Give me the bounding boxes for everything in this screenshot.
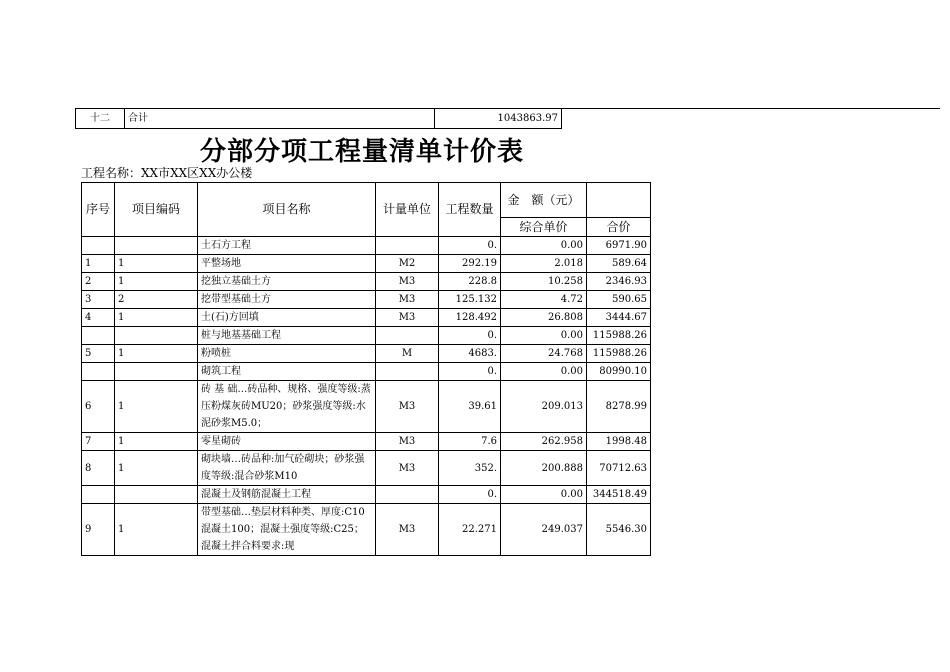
row-unit: M3 [376,433,439,451]
row-name: 粉喷桩 [198,345,376,363]
row-code [115,486,198,504]
row-seq: 2 [82,273,115,291]
row-unit: M3 [376,504,439,556]
top-rule-line [560,108,940,109]
row-code [115,237,198,255]
row-code [115,363,198,381]
row-qty: 0. [439,363,501,381]
row-name: 砖 基 础…砖品种、规格、强度等级:蒸压粉煤灰砖MU20；砂浆强度等级:水泥砂浆M5.0； [198,381,376,433]
row-unit: M3 [376,273,439,291]
row-seq: 3 [82,291,115,309]
page-title: 分部分项工程量清单计价表 [200,137,525,167]
row-name: 挖独立基础土方 [198,273,376,291]
table-row [82,327,651,345]
row-unit-price: 4.72 [501,291,587,309]
row-unit [376,486,439,504]
row-seq: 9 [82,504,115,556]
row-total: 2346.93 [587,273,651,291]
row-unit-price: 26.808 [501,309,587,327]
row-seq: 1 [82,255,115,273]
row-code: 1 [115,504,198,556]
header-unit-price: 综合单价 [501,218,587,237]
row-qty: 125.132 [439,291,501,309]
row-name: 桩与地基基础工程 [198,327,376,345]
row-seq: 6 [82,381,115,433]
table-row [82,451,651,486]
row-unit-price: 0.00 [501,486,587,504]
row-name: 带型基础…垫层材料种类、厚度:C10混凝土100；混凝土强度等级:C25；混凝土拌合料要求:现 [198,504,376,556]
table-row [82,486,651,504]
row-code: 1 [115,309,198,327]
row-qty: 352. [439,451,501,486]
row-unit: M3 [376,381,439,433]
row-total: 6971.90 [587,237,651,255]
row-total: 8278.99 [587,381,651,433]
row-name: 零星砌砖 [198,433,376,451]
header-seq: 序号 [82,183,115,237]
row-unit: M3 [376,291,439,309]
summary-row [76,109,562,129]
table-row [82,237,651,255]
row-unit-price: 0.00 [501,363,587,381]
row-seq: 4 [82,309,115,327]
row-seq: 7 [82,433,115,451]
row-unit-price: 0.00 [501,327,587,345]
row-unit-price: 200.888 [501,451,587,486]
row-code: 2 [115,291,198,309]
row-code: 1 [115,381,198,433]
row-unit-price: 0.00 [501,237,587,255]
row-name: 砌筑工程 [198,363,376,381]
row-unit-price: 249.037 [501,504,587,556]
row-unit [376,363,439,381]
row-qty: 228.8 [439,273,501,291]
table-row [82,273,651,291]
pricing-table [81,182,651,556]
row-unit: M3 [376,309,439,327]
row-total: 590.65 [587,291,651,309]
row-total: 344518.49 [587,486,651,504]
row-name: 砌块墙…砖品种:加气砼砌块；砂浆强度等级:混合砂浆M10 [198,451,376,486]
row-qty: 7.6 [439,433,501,451]
row-unit [376,237,439,255]
summary-amount: 1043863.97 [435,109,562,129]
row-qty: 128.492 [439,309,501,327]
row-unit: M [376,345,439,363]
row-code: 1 [115,433,198,451]
row-total: 80990.10 [587,363,651,381]
project-name: 工程名称：XX市XX区XX办公楼 [81,166,253,180]
row-name: 平整场地 [198,255,376,273]
row-qty: 22.271 [439,504,501,556]
row-seq [82,237,115,255]
table-row [82,363,651,381]
row-total: 5546.30 [587,504,651,556]
row-code: 1 [115,255,198,273]
table-row [82,255,651,273]
row-seq [82,486,115,504]
header-qty: 工程数量 [439,183,501,237]
row-unit-price: 209.013 [501,381,587,433]
row-total: 1998.48 [587,433,651,451]
table-row [82,309,651,327]
row-unit-price: 10.258 [501,273,587,291]
row-seq [82,327,115,345]
row-qty: 0. [439,486,501,504]
row-name: 土石方工程 [198,237,376,255]
row-qty: 0. [439,327,501,345]
header-name: 项目名称 [198,183,376,237]
row-qty: 39.61 [439,381,501,433]
row-qty: 292.19 [439,255,501,273]
summary-table [75,108,562,129]
row-total: 70712.63 [587,451,651,486]
summary-label: 合计 [125,109,435,129]
row-unit-price: 2.018 [501,255,587,273]
row-name: 挖带型基础土方 [198,291,376,309]
row-code: 1 [115,345,198,363]
row-total: 115988.26 [587,327,651,345]
row-seq [82,363,115,381]
table-row [82,504,651,556]
header-blank [587,183,651,218]
table-row [82,291,651,309]
row-unit [376,327,439,345]
row-qty: 4683. [439,345,501,363]
row-code: 1 [115,273,198,291]
row-unit: M2 [376,255,439,273]
row-code [115,327,198,345]
table-row [82,381,651,433]
table-row [82,433,651,451]
row-total: 115988.26 [587,345,651,363]
summary-index: 十二 [76,109,125,129]
header-unit: 计量单位 [376,183,439,237]
header-total: 合价 [587,218,651,237]
table-row [82,345,651,363]
row-total: 589.64 [587,255,651,273]
header-amount: 金 额（元） [501,183,587,218]
row-name: 混凝土及钢筋混凝土工程 [198,486,376,504]
row-total: 3444.67 [587,309,651,327]
row-qty: 0. [439,237,501,255]
row-name: 土(石)方回填 [198,309,376,327]
row-unit-price: 24.768 [501,345,587,363]
row-unit: M3 [376,451,439,486]
row-unit-price: 262.958 [501,433,587,451]
header-code: 项目编码 [115,183,198,237]
row-seq: 5 [82,345,115,363]
row-code: 1 [115,451,198,486]
row-seq: 8 [82,451,115,486]
